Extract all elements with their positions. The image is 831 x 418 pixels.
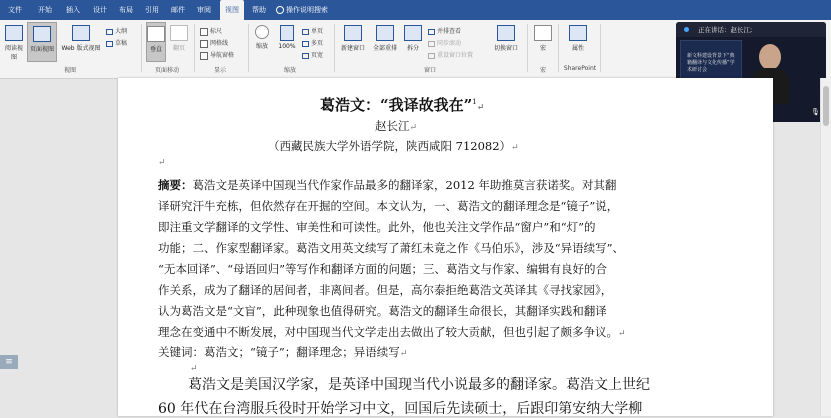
lightbulb-icon	[276, 6, 284, 14]
zoom-group-label: 缩放	[283, 67, 296, 74]
divider	[141, 24, 142, 72]
window-group-label: 窗口	[423, 67, 436, 74]
ruler-label: 标尺	[210, 28, 223, 35]
one-page-label: 单页	[311, 28, 324, 35]
paragraph-mark: ↵	[399, 349, 408, 359]
views-group-label: 视图	[63, 67, 76, 74]
speaking-indicator-icon	[684, 27, 689, 32]
print-layout-icon	[33, 26, 51, 42]
scrollbar-thumb[interactable]	[823, 86, 829, 126]
affiliation	[268, 138, 519, 154]
document-title	[320, 94, 484, 115]
page-movement-group-label: 页面移动	[154, 67, 179, 74]
reset-window-icon	[428, 53, 435, 59]
sharepoint-group-label: SharePoint	[563, 65, 597, 72]
read-mode-icon	[5, 25, 23, 41]
switch-windows-label: 切换窗口	[493, 45, 518, 52]
title-footnote-mark: 1	[472, 98, 477, 106]
paragraph-mark: ↵	[511, 143, 519, 153]
one-page-button[interactable]	[302, 26, 323, 35]
body-line-1: 葛浩文是美国汉学家，是英译中国现当代小说最多的翻译家。葛浩文上世纪	[188, 377, 650, 393]
tab-mailings[interactable]: 邮件	[171, 6, 185, 14]
abstract-line-7: 认为葛浩文是“文盲”，此种现象也值得研究。葛浩文的翻译生命很长，其翻译实践和翻译	[158, 304, 607, 318]
tab-file[interactable]: 文件	[8, 6, 22, 14]
checkbox-icon	[200, 52, 208, 60]
paragraph-mark: ↵	[409, 123, 418, 133]
paragraph-mark: ↵	[158, 158, 166, 168]
outline-button[interactable]	[106, 26, 127, 35]
outline-icon	[106, 29, 113, 35]
abstract-text: 葛浩文是英译中国现当代作家作品最多的翻译家，2012 年助推莫言获诺奖。对其翻	[192, 178, 617, 192]
divider	[248, 24, 249, 72]
zoom-button[interactable]	[252, 22, 272, 62]
divider	[194, 24, 195, 72]
macros-label: 宏	[539, 45, 546, 52]
macros-icon	[534, 25, 552, 41]
vertical-button[interactable]	[146, 22, 166, 62]
reset-window-label: 重设窗口位置	[437, 52, 474, 59]
new-window-label: 新建窗口	[340, 45, 365, 52]
zoom-100-icon	[280, 25, 294, 41]
multiple-pages-icon	[302, 41, 309, 47]
slide-title: 新文科建设背景下“典籍翻译与文化传播”学术研讨会	[687, 53, 735, 73]
abstract-text: 理念在变通中不断发展，对中国现当代文学走出去做出了较大贡献，但也引起了颇多争议。	[158, 325, 618, 339]
tab-design[interactable]: 设计	[93, 6, 107, 14]
print-layout-label: 页面视图	[29, 46, 54, 53]
web-layout-button[interactable]	[59, 22, 103, 62]
tell-me-search[interactable]	[276, 0, 342, 20]
side-panel-toggle[interactable]: ≡	[0, 355, 18, 369]
draft-button[interactable]	[106, 38, 127, 47]
tab-layout[interactable]: 布局	[119, 6, 133, 14]
page-width-icon	[302, 53, 309, 59]
sync-scroll-label: 同步滚动	[437, 40, 462, 47]
checkbox-icon	[200, 40, 208, 48]
draft-label: 草稿	[115, 40, 128, 47]
macros-group-label: 宏	[539, 67, 546, 74]
switch-windows-button[interactable]	[490, 22, 522, 62]
vertical-scrollbar[interactable]	[820, 78, 831, 416]
body-line-2: 60 年代在台湾服兵役时开始学习中文，回国后先读硕士，后跟印第安纳大学柳	[158, 401, 643, 417]
outline-label: 大纲	[115, 28, 128, 35]
participant-head	[759, 44, 781, 70]
switch-windows-icon	[497, 25, 515, 41]
divider	[558, 24, 559, 72]
new-window-icon	[344, 25, 362, 41]
web-layout-label: Web 版式视图	[61, 45, 101, 52]
gridlines-label: 网格线	[210, 40, 229, 47]
abstract-line-4: 功能；二、作家型翻译家。葛浩文用英文续写了萧红未竟之作《马伯乐》，涉及“异语续写”、	[158, 241, 625, 255]
split-button[interactable]	[402, 22, 424, 62]
page-width-label: 页宽	[311, 52, 324, 59]
read-mode-label: 阅读视图	[4, 45, 23, 61]
zoom-100-label: 100%	[278, 43, 296, 50]
divider	[527, 24, 528, 72]
arrange-all-button[interactable]	[370, 22, 400, 62]
sync-scroll-button[interactable]	[428, 38, 461, 47]
arrange-all-label: 全部重排	[372, 45, 397, 52]
abstract-line-6: 作关系，成为了翻译的居间者，非离间者。但是，高尔泰拒绝葛浩文英译其《寻找家园》，	[158, 283, 613, 297]
paragraph-mark: ↵	[476, 103, 485, 113]
keywords	[158, 344, 407, 360]
author	[375, 118, 417, 134]
abstract-line-3: 即注重文学翻译的文学性、审美性和可读性。此外，他也关注文学作品“窗户”和“灯”的	[158, 220, 596, 234]
vertical-label: 垂直	[149, 46, 162, 53]
affiliation-text: （西藏民族大学外语学院，陕西咸阳 712082）	[268, 139, 512, 153]
reset-window-button[interactable]	[428, 50, 473, 59]
abstract-line-2: 译研究汗牛充栋，但依然存在开掘的空间。本文认为，一、葛浩文的翻译理念是“镜子”说，	[158, 199, 619, 213]
sync-scroll-icon	[428, 41, 435, 47]
tab-help[interactable]: 帮助	[252, 6, 266, 14]
tell-me-label: 操作说明搜索	[286, 6, 328, 14]
author-name: 赵长江	[375, 119, 410, 133]
gridlines-checkbox[interactable]	[200, 38, 228, 48]
new-window-button[interactable]	[338, 22, 368, 62]
zoom-label: 缩放	[255, 43, 268, 50]
multiple-pages-label: 多页	[311, 40, 324, 47]
divider	[600, 24, 601, 72]
split-icon	[404, 25, 422, 41]
ribbon-tab-bar	[0, 0, 831, 20]
show-group-label: 显示	[213, 67, 226, 74]
side-to-side-button[interactable]	[169, 22, 189, 62]
paragraph-mark: ↵	[618, 329, 626, 339]
tab-review[interactable]: 审阅	[197, 6, 211, 14]
paragraph-mark: ↵	[190, 364, 198, 374]
one-page-icon	[302, 29, 309, 35]
tab-view[interactable]: 视图	[220, 0, 244, 20]
keywords-text: 关键词：葛浩文；“镜子”；翻译理念；异语续写	[158, 345, 400, 359]
print-layout-button[interactable]	[27, 22, 57, 62]
tab-home[interactable]: 开始	[38, 6, 52, 14]
arrange-all-icon	[376, 25, 394, 41]
nav-pane-checkbox[interactable]	[200, 50, 234, 60]
side-by-side-button[interactable]	[428, 26, 461, 35]
properties-icon	[569, 25, 587, 41]
web-layout-icon	[72, 25, 90, 41]
split-label: 拆分	[406, 45, 419, 52]
document-page[interactable]	[118, 78, 773, 416]
active-speaker: 正在讲话：赵长江;	[698, 26, 753, 34]
tab-references[interactable]: 引用	[145, 6, 159, 14]
ruler-checkbox[interactable]	[200, 26, 222, 36]
abstract-line-5: “无本回译”、“母语回归”等写作和翻译方面的问题；三、葛浩文与作家、编辑有良好的合	[158, 262, 608, 276]
macros-button[interactable]	[532, 22, 554, 62]
abstract-line-8	[158, 324, 626, 340]
nav-pane-label: 导航窗格	[210, 52, 235, 59]
draft-icon	[106, 41, 113, 47]
zoom-100-button[interactable]	[276, 22, 298, 62]
vertical-scroll-icon	[147, 26, 165, 42]
side-by-side-icon	[428, 29, 435, 35]
magnifier-icon	[255, 25, 269, 39]
side-by-side-label: 并排查看	[437, 28, 462, 35]
abstract-label: 摘要：	[158, 178, 193, 192]
divider	[334, 24, 335, 72]
properties-label: 属性	[571, 45, 584, 52]
tab-insert[interactable]: 插入	[66, 6, 80, 14]
title-text: 葛浩文：“我译故我在”	[320, 96, 473, 114]
multiple-pages-button[interactable]	[302, 38, 323, 47]
abstract-line-1	[158, 177, 616, 193]
side-to-side-icon	[170, 25, 188, 41]
read-mode-button[interactable]	[3, 22, 25, 62]
microphone-icon: 🎙	[811, 108, 820, 116]
page-width-button[interactable]	[302, 50, 323, 59]
checkbox-icon	[200, 28, 208, 36]
properties-button[interactable]	[566, 22, 590, 62]
side-to-side-label: 翻页	[172, 45, 185, 52]
